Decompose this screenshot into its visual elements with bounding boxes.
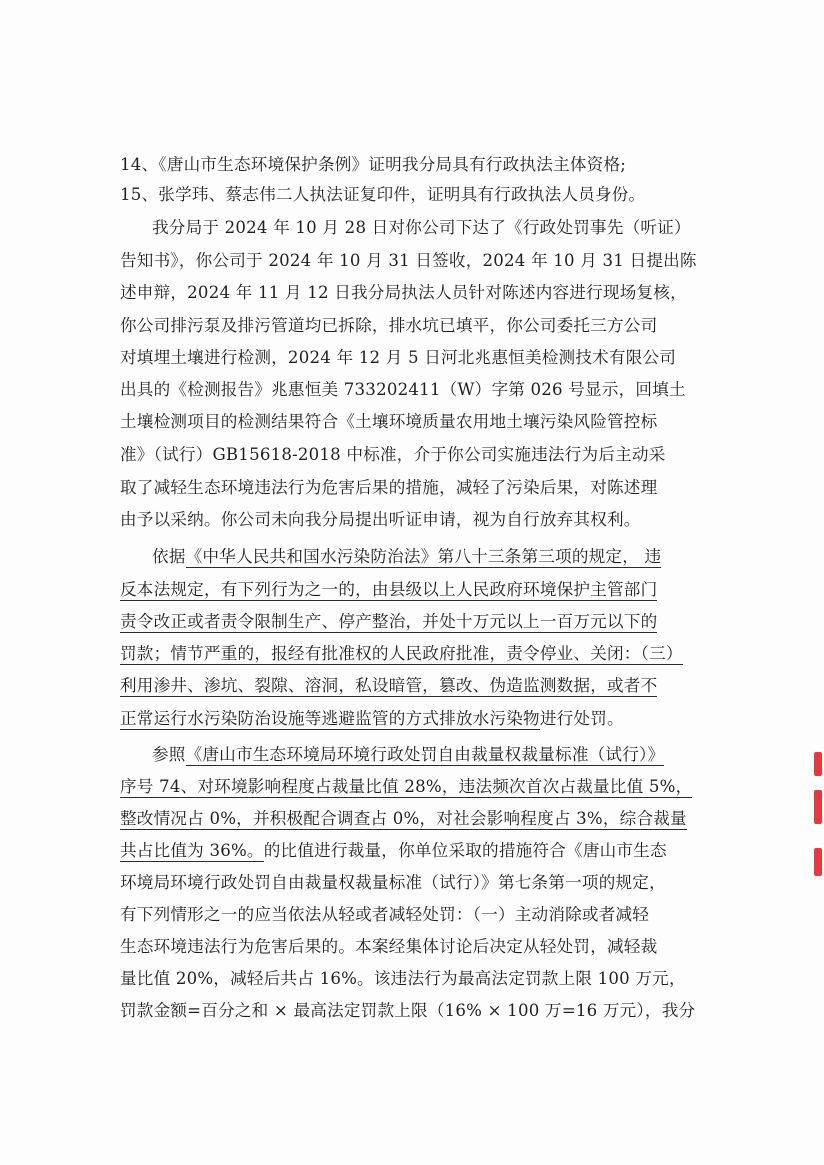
text-segment: 参照 (152, 745, 186, 764)
text-segment: 土壤检测项目的检测结果符合《土壤环境质量农用地土壤污染风险管控标 (120, 412, 658, 431)
text-line (120, 644, 683, 664)
text-line (120, 777, 692, 797)
text-segment: 出具的《检测报告》兆惠恒美 733202411（W）字第 026 号显示，回填土 (120, 380, 686, 399)
text-segment: 生态环境违法行为危害后果的。本案经集体讨论后决定从轻处罚，减轻裁 (120, 937, 658, 956)
underlined-text: 责令改正或者责令限制生产、停产整治，并处十万元以上一百万元以下的 (120, 612, 658, 631)
text-segment: 你公司排污泵及排污管道均已拆除，排水坑已填平，你公司委托三方公司 (120, 316, 658, 335)
text-line (120, 709, 624, 729)
underlined-text: 反本法规定，有下列行为之一的，由县级以上人民政府环境保护主管部门 (120, 580, 658, 599)
text-segment: 取了减轻生态环境违法行为危害后果的措施，减轻了污染后果，对陈述理 (120, 478, 658, 497)
text-segment: 依据 (152, 547, 186, 566)
text-line (120, 905, 649, 925)
underlined-text: 序号 74、对环境影响程度占裁量比值 28%，违法频次首次占裁量比值 5%， (120, 777, 693, 796)
text-line (120, 1001, 695, 1021)
text-segment: 由予以采纳。你公司未向我分局提出听证申请，视为自行放弃其权利。 (120, 510, 641, 529)
text-line (120, 348, 676, 368)
text-segment: 14、《唐山市生态环境保护条例》证明我分局具有行政执法主体资格; (120, 155, 627, 174)
text-line (152, 547, 661, 567)
underlined-text: 共占比值为 36%。 (120, 841, 264, 860)
text-segment: 有下列情形之一的应当依法从轻或者减轻处罚：（一）主动消除或者减轻 (120, 905, 650, 924)
text-line (120, 380, 686, 400)
text-line (120, 937, 657, 957)
seal-edge-mark (814, 752, 822, 776)
underlined-text: 整改情况占 0%，并积极配合调查占 0%，对社会影响程度占 3%，综合裁量 (120, 809, 687, 828)
underlined-text: 《唐山市生态环境局环境行政处罚自由裁量权裁量标准（试行）》 (185, 745, 665, 764)
text-line (120, 676, 657, 696)
text-line (152, 218, 691, 238)
text-segment: 述申辩，2024 年 11 月 12 日我分局执法人员针对陈述内容进行现场复核， (120, 283, 687, 302)
text-segment: 对填埋土壤进行检测，2024 年 12 月 5 日河北兆惠恒美检测技术有限公司 (120, 348, 677, 367)
text-line (120, 612, 657, 632)
text-line (120, 510, 641, 530)
text-line (120, 969, 686, 989)
text-segment: 罚款金额=百分之和 × 最高法定罚款上限（16% × 100 万=16 万元），我分 (120, 1001, 696, 1020)
text-segment: 准》（试行）GB15618-2018 中标准，介于你公司实施违法行为后主动采 (120, 445, 666, 464)
text-segment: 进行处罚。 (539, 709, 624, 728)
text-segment: 量比值 20%，减轻后共占 16%。该违法行为最高法定罚款上限 100 万元， (120, 969, 686, 988)
text-line (120, 185, 645, 205)
seal-edge-mark (814, 790, 822, 824)
text-segment: 告知书》，你公司于 2024 年 10 月 31 日签收，2024 年 10 月 31 日提出陈 (120, 251, 697, 270)
text-segment: 的比值进行裁量，你单位采取的措施符合《唐山市生态 (263, 841, 667, 860)
text-line (120, 316, 657, 336)
text-line (120, 873, 666, 893)
text-line (120, 809, 687, 829)
text-line (120, 283, 687, 303)
text-segment: 15、张学玮、蔡志伟二人执法证复印件，证明具有行政执法人员身份。 (120, 185, 646, 204)
underlined-text: 《中华人民共和国水污染防治法》第八十三条第三项的规定， 违 (185, 547, 662, 566)
text-line (120, 478, 657, 498)
underlined-text: 正常运行水污染防治设施等逃避监管的方式排放水污染物 (120, 709, 540, 728)
seal-edge-mark (814, 848, 822, 876)
underlined-text: 利用渗井、渗坑、裂隙、溶洞，私设暗管，篡改、伪造监测数据，或者不 (120, 676, 658, 695)
text-line (120, 445, 666, 465)
text-line (120, 412, 657, 432)
text-line (120, 580, 657, 600)
text-line (120, 841, 667, 861)
text-segment: 我分局于 2024 年 10 月 28 日对你公司下达了《行政处罚事先（听证） (152, 218, 691, 237)
text-line (120, 155, 626, 175)
text-line (152, 745, 664, 765)
underlined-text: 罚款；情节严重的，报经有批准权的人民政府批准，责令停业、关闭：（三） (120, 644, 683, 663)
text-line (120, 251, 697, 271)
text-segment: 环境局环境行政处罚自由裁量权裁量标准（试行）》第七条第一项的规定， (120, 873, 666, 892)
